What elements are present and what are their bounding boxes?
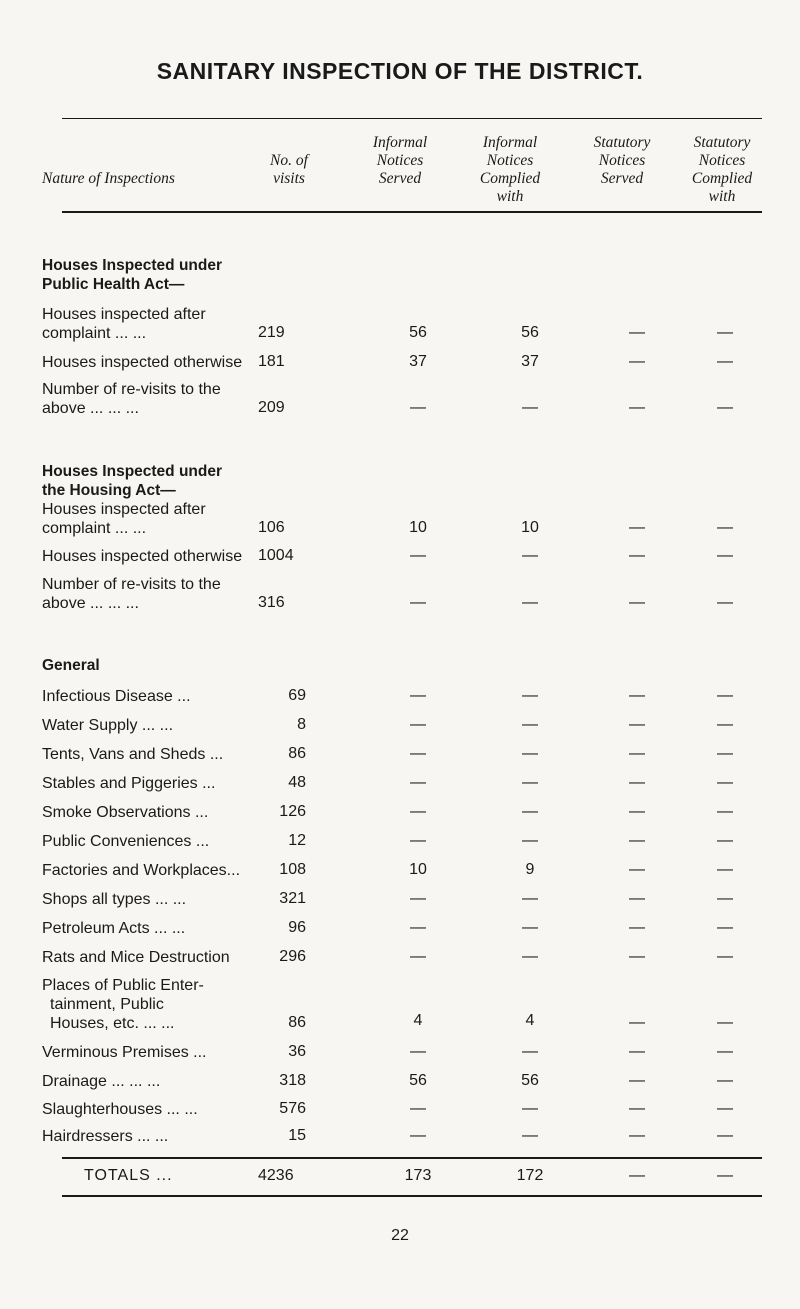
- row-label-line: Drainage ... ... ...: [42, 1073, 161, 1090]
- cell-informal-served: —: [410, 890, 426, 907]
- row-label-line: Houses inspected otherwise: [42, 354, 243, 371]
- cell-statutory-complied: —: [717, 774, 733, 791]
- cell-statutory-served: —: [629, 1014, 645, 1031]
- cell-visits: 181: [258, 353, 285, 370]
- cell-visits: 86: [288, 1014, 306, 1031]
- cell-informal-served: 10: [409, 519, 427, 536]
- row-label-line: Shops all types ... ...: [42, 891, 187, 908]
- cell-informal-served: 10: [409, 861, 427, 878]
- row-label-line: Houses inspected after: [42, 501, 206, 518]
- cell-visits: 15: [288, 1127, 306, 1144]
- cell-statutory-complied: —: [717, 716, 733, 733]
- section-heading-line: Public Health Act—: [42, 276, 185, 293]
- cell-statutory-served: —: [629, 919, 645, 936]
- cell-visits: 48: [288, 774, 306, 791]
- cell-statutory-served: —: [629, 890, 645, 907]
- row-label-line: Houses, etc. ... ...: [50, 1015, 175, 1032]
- header-nature: [42, 170, 242, 188]
- cell-statutory-served: —: [629, 594, 645, 611]
- section-heading-housing-act: [42, 462, 222, 500]
- cell-informal-served: —: [410, 687, 426, 704]
- cell-informal-complied: —: [522, 594, 538, 611]
- header-informal-complied-line: Notices: [486, 152, 534, 169]
- cell-statutory-complied: —: [717, 1072, 733, 1089]
- cell-statutory-served: —: [629, 353, 645, 370]
- header-informal-served-line: Served: [378, 170, 422, 187]
- cell-visits: 576: [279, 1100, 306, 1117]
- cell-informal-served: —: [410, 1100, 426, 1117]
- cell-informal-complied: —: [522, 745, 538, 762]
- section-heading-general: [42, 656, 100, 675]
- cell-statutory-complied: —: [717, 948, 733, 965]
- section-heading-line: General: [42, 657, 100, 674]
- row-label-line: tainment, Public: [50, 996, 164, 1013]
- cell-informal-served: —: [410, 948, 426, 965]
- cell-informal-served: —: [410, 832, 426, 849]
- row-label: [42, 575, 221, 613]
- header-statutory-complied-line: with: [708, 188, 736, 205]
- cell-informal-served: —: [410, 919, 426, 936]
- row-label: [42, 774, 215, 793]
- cell-visits: 106: [258, 519, 285, 536]
- totals-bottom-rule: [62, 1195, 762, 1197]
- cell-statutory-complied: —: [717, 745, 733, 762]
- cell-statutory-complied: —: [717, 1100, 733, 1117]
- cell-informal-served: —: [410, 1127, 426, 1144]
- cell-informal-served: —: [410, 774, 426, 791]
- cell-statutory-served: —: [629, 687, 645, 704]
- cell-statutory-complied: —: [717, 890, 733, 907]
- cell-statutory-complied: —: [717, 1043, 733, 1060]
- header-statutory-served-line: Notices: [598, 152, 646, 169]
- row-label: [42, 919, 185, 938]
- cell-statutory-complied: —: [717, 547, 733, 564]
- header-nature-line: Nature of Inspections: [42, 170, 175, 187]
- cell-informal-complied: —: [522, 948, 538, 965]
- page-number: 22: [391, 1227, 409, 1244]
- row-label: [42, 547, 242, 566]
- cell-statutory-served: —: [629, 803, 645, 820]
- cell-statutory-served: —: [629, 948, 645, 965]
- header-statutory-served: [572, 134, 672, 188]
- row-label-line: Petroleum Acts ... ...: [42, 920, 186, 937]
- row-label: [42, 716, 173, 735]
- row-label-line: Houses inspected otherwise: [42, 548, 243, 565]
- totals-label: TOTALS ...: [84, 1167, 173, 1184]
- cell-statutory-served: —: [629, 519, 645, 536]
- cell-statutory-served: —: [629, 324, 645, 341]
- cell-informal-complied: —: [522, 1043, 538, 1060]
- row-label-line: Slaughterhouses ... ...: [42, 1101, 198, 1118]
- cell-statutory-complied: —: [717, 594, 733, 611]
- header-informal-served: [355, 134, 445, 188]
- cell-informal-complied: 56: [521, 1072, 539, 1089]
- row-label-line: Infectious Disease ...: [42, 688, 191, 705]
- row-label: [42, 976, 204, 1033]
- cell-statutory-served: —: [629, 716, 645, 733]
- row-label-line: Verminous Premises ...: [42, 1044, 207, 1061]
- total-visits: 4236: [258, 1167, 294, 1184]
- cell-informal-complied: —: [522, 1100, 538, 1117]
- cell-informal-served: —: [410, 594, 426, 611]
- cell-statutory-complied: —: [717, 353, 733, 370]
- header-top-rule: [62, 118, 762, 119]
- cell-informal-served: 37: [409, 353, 427, 370]
- cell-statutory-served: —: [629, 832, 645, 849]
- row-label: [42, 948, 230, 967]
- cell-informal-complied: —: [522, 547, 538, 564]
- cell-visits: 8: [297, 716, 306, 733]
- cell-visits: 108: [279, 861, 306, 878]
- header-statutory-served-line: Statutory: [593, 134, 651, 151]
- row-label-line: Tents, Vans and Sheds ...: [42, 746, 224, 763]
- cell-informal-complied: 4: [525, 1012, 535, 1029]
- row-label-line: above ... ... ...: [42, 595, 139, 612]
- cell-statutory-served: —: [629, 1072, 645, 1089]
- cell-informal-complied: —: [522, 832, 538, 849]
- cell-informal-complied: —: [522, 919, 538, 936]
- row-label-line: Factories and Workplaces...: [42, 862, 241, 879]
- section-heading-line: the Housing Act—: [42, 482, 176, 499]
- header-statutory-served-line: Served: [600, 170, 644, 187]
- row-label-line: Stables and Piggeries ...: [42, 775, 216, 792]
- total-informal-served: 173: [404, 1167, 432, 1184]
- header-informal-served-line: Notices: [376, 152, 424, 169]
- section-heading-line: Houses Inspected under: [42, 257, 223, 274]
- header-informal-complied-line: Complied: [479, 170, 541, 187]
- cell-visits: 316: [258, 594, 285, 611]
- cell-statutory-served: —: [629, 399, 645, 416]
- cell-visits: 12: [288, 832, 306, 849]
- row-label: [42, 687, 191, 706]
- row-label-line: Public Conveniences ...: [42, 833, 210, 850]
- row-label-line: complaint ... ...: [42, 325, 147, 342]
- header-informal-complied: [460, 134, 560, 206]
- cell-informal-complied: 9: [525, 861, 535, 878]
- cell-informal-complied: 56: [521, 324, 539, 341]
- cell-informal-complied: —: [522, 399, 538, 416]
- cell-statutory-served: —: [629, 1127, 645, 1144]
- row-label-line: Rats and Mice Destruction: [42, 949, 230, 966]
- cell-informal-complied: —: [522, 803, 538, 820]
- cell-visits: 69: [288, 687, 306, 704]
- cell-statutory-complied: —: [717, 832, 733, 849]
- cell-informal-complied: —: [522, 774, 538, 791]
- cell-visits: 86: [288, 745, 306, 762]
- cell-visits: 36: [288, 1043, 306, 1060]
- cell-visits: 96: [288, 919, 306, 936]
- cell-statutory-complied: —: [717, 919, 733, 936]
- cell-statutory-complied: —: [717, 687, 733, 704]
- header-informal-served-line: Informal: [372, 134, 428, 151]
- row-label: [42, 1072, 160, 1091]
- row-label: [42, 1100, 198, 1119]
- total-statutory-complied: —: [717, 1167, 733, 1184]
- row-label-line: Houses inspected after: [42, 306, 206, 323]
- header-statutory-complied-line: Notices: [698, 152, 746, 169]
- cell-statutory-complied: —: [717, 1127, 733, 1144]
- header-visits-line: No. of: [270, 152, 308, 169]
- cell-informal-served: —: [410, 399, 426, 416]
- cell-informal-complied: —: [522, 716, 538, 733]
- row-label: [42, 832, 209, 851]
- cell-visits: 321: [279, 890, 306, 907]
- cell-statutory-served: —: [629, 861, 645, 878]
- row-label: [42, 353, 242, 372]
- header-statutory-complied-line: Complied: [691, 170, 753, 187]
- cell-informal-served: —: [410, 803, 426, 820]
- row-label-line: Number of re-visits to the: [42, 576, 221, 593]
- row-label-line: Smoke Observations ...: [42, 804, 209, 821]
- totals-top-rule: [62, 1157, 762, 1159]
- row-label: [42, 890, 186, 909]
- section-heading-public-health: [42, 256, 222, 294]
- header-informal-complied-line: with: [496, 188, 524, 205]
- row-label-line: Water Supply ... ...: [42, 717, 174, 734]
- row-label: [42, 861, 240, 880]
- cell-informal-served: —: [410, 745, 426, 762]
- row-label: [42, 1127, 168, 1146]
- cell-statutory-served: —: [629, 1100, 645, 1117]
- cell-visits: 318: [279, 1072, 306, 1089]
- cell-statutory-complied: —: [717, 519, 733, 536]
- cell-informal-complied: —: [522, 687, 538, 704]
- cell-statutory-served: —: [629, 547, 645, 564]
- cell-visits: 1004: [258, 547, 294, 564]
- row-label: [42, 745, 223, 764]
- cell-informal-served: 56: [409, 324, 427, 341]
- cell-visits: 209: [258, 399, 285, 416]
- cell-visits: 126: [279, 803, 306, 820]
- header-informal-complied-line: Informal: [482, 134, 538, 151]
- header-statutory-complied: [672, 134, 772, 206]
- cell-statutory-complied: —: [717, 324, 733, 341]
- total-statutory-served: —: [629, 1167, 645, 1184]
- row-label-line: Places of Public Enter-: [42, 977, 204, 994]
- cell-statutory-served: —: [629, 1043, 645, 1060]
- row-label-line: above ... ... ...: [42, 400, 139, 417]
- cell-informal-served: —: [410, 716, 426, 733]
- cell-informal-complied: 10: [521, 519, 539, 536]
- cell-informal-served: —: [410, 547, 426, 564]
- cell-visits: 219: [258, 324, 285, 341]
- row-label: [42, 380, 221, 418]
- total-informal-complied: 172: [516, 1167, 544, 1184]
- row-label: [42, 1043, 207, 1062]
- row-label: [42, 305, 206, 343]
- cell-informal-complied: 37: [521, 353, 539, 370]
- cell-informal-complied: —: [522, 1127, 538, 1144]
- header-statutory-complied-line: Statutory: [693, 134, 751, 151]
- section-heading-line: Houses Inspected under: [42, 463, 223, 480]
- cell-statutory-served: —: [629, 774, 645, 791]
- cell-statutory-complied: —: [717, 803, 733, 820]
- row-label: [42, 803, 208, 822]
- header-visits: [244, 152, 334, 188]
- row-label-line: Number of re-visits to the: [42, 381, 221, 398]
- page-title: SANITARY INSPECTION OF THE DISTRICT.: [156, 58, 644, 84]
- cell-informal-served: —: [410, 1043, 426, 1060]
- cell-statutory-complied: —: [717, 1014, 733, 1031]
- header-visits-line: visits: [273, 170, 305, 187]
- cell-informal-served: 4: [413, 1012, 423, 1029]
- row-label-line: complaint ... ...: [42, 520, 147, 537]
- cell-statutory-complied: —: [717, 861, 733, 878]
- cell-informal-complied: —: [522, 890, 538, 907]
- row-label-line: Hairdressers ... ...: [42, 1128, 169, 1145]
- cell-statutory-complied: —: [717, 399, 733, 416]
- cell-visits: 296: [279, 948, 306, 965]
- cell-statutory-served: —: [629, 745, 645, 762]
- cell-informal-served: 56: [409, 1072, 427, 1089]
- row-label: [42, 500, 206, 538]
- header-bottom-rule: [62, 211, 762, 213]
